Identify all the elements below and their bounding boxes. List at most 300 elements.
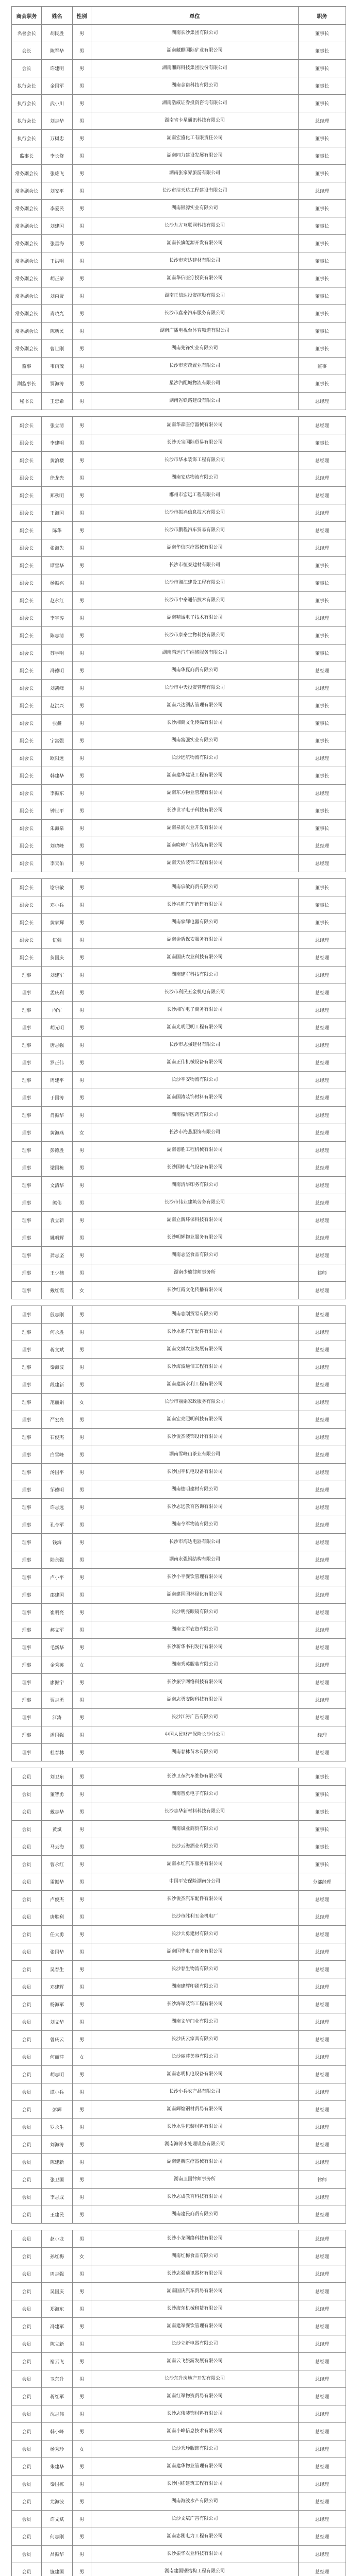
name-cell: 孙红梅 (42, 2248, 73, 2265)
title-cell: 总经理 (299, 967, 346, 984)
table-row (12, 469, 346, 487)
unit-cell: 湖南省铁路建设有限公司 (91, 393, 299, 410)
title-cell: 总经理 (299, 1639, 346, 1656)
title-cell: 总经理 (299, 2476, 346, 2493)
name-cell: 肖振华 (42, 1107, 73, 1124)
gender-cell: 男 (73, 2066, 91, 2083)
role-cell: 理事 (12, 1726, 42, 1744)
table-row (12, 147, 346, 165)
unit-cell: 湖南云飞旅游发展有限公司 (91, 2353, 299, 2370)
unit-cell: 湖南辉煌钢材贸易有限公司 (91, 2101, 299, 2119)
unit-cell: 湖南藏麒国际矿业有限公司 (91, 42, 299, 60)
table-row (12, 2546, 346, 2563)
gender-cell: 男 (73, 967, 91, 984)
title-cell: 董事长 (299, 557, 346, 574)
name-cell: 陈建新 (42, 2154, 73, 2171)
table-row (12, 984, 346, 1002)
title-cell: 总经理 (299, 1159, 346, 1177)
role-cell: 秘书长 (12, 393, 42, 410)
role-cell: 常务副会长 (12, 305, 42, 323)
gender-cell: 男 (73, 1908, 91, 1926)
name-cell: 刘卫东 (42, 1768, 73, 1786)
name-cell: 张雄飞 (42, 165, 73, 182)
role-cell: 会员 (12, 2230, 42, 2248)
title-cell: 董事长 (299, 896, 346, 914)
gender-cell: 男 (73, 1856, 91, 1873)
gender-cell: 男 (73, 1177, 91, 1194)
title-cell: 总经理 (299, 680, 346, 697)
title-cell: 总经理 (299, 1908, 346, 1926)
title-cell: 总经理 (299, 1376, 346, 1394)
table-row (12, 1159, 346, 1177)
title-cell: 董事长 (299, 77, 346, 95)
gender-cell: 男 (73, 1674, 91, 1691)
table-row (12, 393, 346, 410)
title-cell: 总经理 (299, 785, 346, 802)
gender-cell: 男 (73, 217, 91, 235)
name-cell: 胡志明 (42, 2066, 73, 2083)
table-row (12, 1264, 346, 1282)
title-cell: 总经理 (299, 984, 346, 1002)
table-row (12, 165, 346, 182)
gender-cell: 男 (73, 592, 91, 609)
table-row (12, 1037, 346, 1054)
name-cell: 杨海军 (42, 1996, 73, 2013)
title-cell: 总经理 (299, 2458, 346, 2476)
gender-cell: 男 (73, 627, 91, 645)
gender-cell: 男 (73, 1803, 91, 1821)
unit-cell: 湖南建新水利工程有限公司 (91, 1376, 299, 1394)
role-cell: 理事 (12, 1306, 42, 1324)
role-cell: 理事 (12, 1499, 42, 1516)
title-cell: 总经理 (299, 1247, 346, 1264)
name-cell: 刘建国 (42, 217, 73, 235)
table-row (12, 1856, 346, 1873)
table-row (12, 112, 346, 130)
role-cell: 会员 (12, 1856, 42, 1873)
gender-cell: 男 (73, 879, 91, 896)
gender-cell: 男 (73, 2283, 91, 2300)
name-cell: 王洪明 (42, 252, 73, 270)
gender-cell: 女 (73, 1656, 91, 1674)
unit-cell: 湖南志明机电设备有限公司 (91, 2066, 299, 2083)
gender-cell: 男 (73, 2318, 91, 2335)
table-row (12, 340, 346, 358)
unit-cell: 湖南张家界旅游有限公司 (91, 165, 299, 182)
name-cell: 唐志强 (42, 1037, 73, 1054)
name-cell: 吴国庆 (42, 2283, 73, 2300)
name-cell: 李宇涛 (42, 609, 73, 627)
gender-cell: 男 (73, 358, 91, 375)
unit-cell: 湖南雪峰山茶业有限公司 (91, 1446, 299, 1464)
role-cell: 会员 (12, 2066, 42, 2083)
role-cell: 监事 (12, 358, 42, 375)
table-row (12, 732, 346, 750)
gender-cell: 男 (73, 539, 91, 557)
name-cell: 罗永生 (42, 2119, 73, 2136)
name-cell: 唐胜利 (42, 1908, 73, 1926)
gender-cell: 男 (73, 95, 91, 112)
separator-cell (12, 1761, 346, 1768)
table-row (12, 1516, 346, 1534)
gender-cell: 男 (73, 2171, 91, 2189)
role-cell: 会长 (12, 42, 42, 60)
title-cell: 总经理 (299, 1429, 346, 1446)
gender-cell: 男 (73, 375, 91, 393)
unit-cell: 长沙市伟业建筑劳务有限公司 (91, 1194, 299, 1212)
unit-cell: 长沙市胜利五金机电厂 (91, 1908, 299, 1926)
title-cell: 总经理 (299, 2101, 346, 2119)
gender-cell: 男 (73, 2405, 91, 2423)
role-cell: 副会长 (12, 452, 42, 469)
role-cell: 副会长 (12, 592, 42, 609)
gender-cell: 男 (73, 837, 91, 855)
name-cell: 何永胜 (42, 1324, 73, 1341)
table-row (12, 77, 346, 95)
table-row (12, 2528, 346, 2546)
role-cell: 理事 (12, 1212, 42, 1229)
role-cell: 副会长 (12, 697, 42, 715)
role-cell: 理事 (12, 1394, 42, 1411)
unit-cell: 长沙新华书刊发行有限公司 (91, 1639, 299, 1656)
table-row (12, 1142, 346, 1159)
title-cell: 董事长 (299, 767, 346, 785)
table-row (12, 750, 346, 767)
name-cell: 杨振兴 (42, 574, 73, 592)
title-cell: 总经理 (299, 1341, 346, 1359)
table-row (12, 1376, 346, 1394)
name-cell: 白雪峰 (42, 1446, 73, 1464)
role-cell: 会员 (12, 1873, 42, 1891)
role-cell: 理事 (12, 1586, 42, 1604)
unit-cell: 长沙海波通信工程有限公司 (91, 1359, 299, 1376)
role-cell: 副会长 (12, 487, 42, 504)
name-cell: 李志成 (42, 2189, 73, 2206)
table-row (12, 1996, 346, 2013)
role-cell: 常务副会长 (12, 165, 42, 182)
unit-cell: 长沙秀珍服饰有限公司 (91, 2441, 299, 2458)
title-cell: 董事长 (299, 130, 346, 147)
gender-cell: 男 (73, 2189, 91, 2206)
name-cell: 梁国栋 (42, 1159, 73, 1177)
title-cell: 总经理 (299, 1481, 346, 1499)
role-cell: 执行会长 (12, 130, 42, 147)
gender-cell: 男 (73, 1943, 91, 1961)
table-row (12, 697, 346, 715)
table-row (12, 1803, 346, 1821)
unit-cell: 湖南金诺科技有限公司 (91, 77, 299, 95)
unit-cell: 长沙小兵农产品有限公司 (91, 2083, 299, 2101)
gender-cell: 男 (73, 2476, 91, 2493)
role-cell: 会员 (12, 2423, 42, 2441)
unit-cell: 长沙永胜汽车配件有限公司 (91, 1324, 299, 1341)
table-row (12, 1821, 346, 1838)
gender-cell: 男 (73, 645, 91, 662)
role-cell: 理事 (12, 1194, 42, 1212)
name-cell: 邵建国 (42, 1586, 73, 1604)
role-cell: 理事 (12, 1037, 42, 1054)
gender-cell: 男 (73, 1446, 91, 1464)
name-cell: 姚明辉 (42, 1229, 73, 1247)
separator-cell (12, 2224, 346, 2230)
name-cell: 何志刚 (42, 2528, 73, 2546)
table-row (12, 487, 346, 504)
title-cell: 董事长 (299, 1803, 346, 1821)
gender-cell: 男 (73, 452, 91, 469)
gender-cell: 男 (73, 914, 91, 931)
role-cell: 会员 (12, 1926, 42, 1943)
name-cell: 宁富强 (42, 732, 73, 750)
table-row (12, 1551, 346, 1569)
table-row (12, 1604, 346, 1621)
unit-cell: 湖南先锋实业有限公司 (91, 340, 299, 358)
name-cell: 秦海波 (42, 1359, 73, 1376)
unit-cell: 湖南省卡星通讯科技有限公司 (91, 112, 299, 130)
unit-cell: 长沙红霞文化传播有限公司 (91, 1282, 299, 1299)
title-cell: 总经理 (299, 1002, 346, 1019)
table-row (12, 1054, 346, 1072)
table-row (12, 452, 346, 469)
gender-cell: 男 (73, 680, 91, 697)
unit-cell: 湖南小峰信息技术有限公司 (91, 2423, 299, 2441)
name-cell: 赵永红 (42, 592, 73, 609)
table-row (12, 323, 346, 340)
gender-cell: 男 (73, 1726, 91, 1744)
name-cell: 黄斌 (42, 1821, 73, 1838)
title-cell: 总经理 (299, 1019, 346, 1037)
name-cell: 陈新民 (42, 323, 73, 340)
role-cell: 会员 (12, 2206, 42, 2224)
name-cell: 黄海燕 (42, 1124, 73, 1142)
gender-cell: 男 (73, 287, 91, 305)
name-cell: 袁立新 (42, 1212, 73, 1229)
unit-cell: 湖南富强实业有限公司 (91, 732, 299, 750)
table-row (12, 1639, 346, 1656)
title-cell: 总经理 (299, 1586, 346, 1604)
unit-cell: 长沙大勇建材有限公司 (91, 1926, 299, 1943)
role-cell: 理事 (12, 1534, 42, 1551)
separator-cell (12, 410, 346, 417)
table-row (12, 802, 346, 820)
title-cell: 总经理 (299, 1411, 346, 1429)
unit-cell: 长沙市振兴信息技术有限公司 (91, 504, 299, 522)
gender-cell: 男 (73, 1481, 91, 1499)
table-row (12, 25, 346, 42)
unit-cell: 湖南振华医药有限公司 (91, 1107, 299, 1124)
role-cell: 理事 (12, 1124, 42, 1142)
gender-cell: 女 (73, 1282, 91, 1299)
table-row (12, 1481, 346, 1499)
name-cell: 马云海 (42, 1838, 73, 1856)
title-cell: 总经理 (299, 1961, 346, 1978)
table-row (12, 287, 346, 305)
title-cell: 董事长 (299, 42, 346, 60)
role-cell: 理事 (12, 1054, 42, 1072)
role-cell: 常务副会长 (12, 252, 42, 270)
role-cell: 会员 (12, 2189, 42, 2206)
table-row (12, 1744, 346, 1761)
title-cell: 总经理 (299, 1604, 346, 1621)
unit-cell: 长沙海东机械租赁有限公司 (91, 2300, 299, 2318)
role-cell: 会员 (12, 2300, 42, 2318)
role-cell: 副会长 (12, 557, 42, 574)
title-cell: 总经理 (299, 1194, 346, 1212)
gender-cell: 男 (73, 60, 91, 77)
role-cell: 会员 (12, 1821, 42, 1838)
name-cell: 曹世刚 (42, 340, 73, 358)
title-cell: 董事长 (299, 434, 346, 452)
name-cell: 王忠希 (42, 393, 73, 410)
name-cell: 许建明 (42, 60, 73, 77)
gender-cell: 男 (73, 2154, 91, 2171)
gender-cell: 男 (73, 147, 91, 165)
table-row (12, 2119, 346, 2136)
role-cell: 理事 (12, 1142, 42, 1159)
name-cell: 蒋文斌 (42, 1341, 73, 1359)
table-row (12, 1709, 346, 1726)
unit-cell: 湖南春林苗木有限公司 (91, 1744, 299, 1761)
table-row (12, 358, 346, 375)
table-row (12, 375, 346, 393)
role-cell: 理事 (12, 1744, 42, 1761)
table-row (12, 1229, 346, 1247)
name-cell: 王建民 (42, 2206, 73, 2224)
name-cell: 戴志华 (42, 1803, 73, 1821)
role-cell: 会员 (12, 2013, 42, 2031)
gender-cell: 男 (73, 1691, 91, 1709)
unit-cell: 湖南安达物流有限公司 (91, 469, 299, 487)
gender-cell: 女 (73, 1394, 91, 1411)
table-row (12, 1534, 346, 1551)
title-cell: 总经理 (299, 2405, 346, 2423)
name-cell: 胡民胜 (42, 25, 73, 42)
unit-cell: 长沙国平机电设备有限公司 (91, 1464, 299, 1481)
title-cell: 董事长 (299, 270, 346, 287)
role-cell: 常务副会长 (12, 270, 42, 287)
role-cell: 副会长 (12, 931, 42, 949)
unit-cell: 湖南建华建设工程有限公司 (91, 767, 299, 785)
title-cell: 总经理 (299, 855, 346, 872)
gender-cell: 男 (73, 1002, 91, 1019)
gender-cell: 男 (73, 1978, 91, 1996)
table-row (12, 1072, 346, 1089)
gender-cell: 男 (73, 750, 91, 767)
table-row (12, 2318, 346, 2335)
title-cell: 总经理 (299, 1282, 346, 1299)
name-cell: 邓小兵 (42, 896, 73, 914)
title-cell: 总经理 (299, 2283, 346, 2300)
gender-cell: 男 (73, 25, 91, 42)
name-cell: 龚志坚 (42, 1247, 73, 1264)
unit-cell: 湖南红梅食品有限公司 (91, 2248, 299, 2265)
unit-cell: 湖南智勇电子有限公司 (91, 1786, 299, 1803)
group-separator (12, 872, 346, 879)
role-cell: 理事 (12, 1709, 42, 1726)
gender-cell: 男 (73, 2230, 91, 2248)
title-cell: 总经理 (299, 469, 346, 487)
table-row (12, 235, 346, 252)
name-cell: 金国军 (42, 77, 73, 95)
role-cell: 会员 (12, 2119, 42, 2136)
role-cell: 理事 (12, 1072, 42, 1089)
unit-cell: 长沙市中天投资管理有限公司 (91, 680, 299, 697)
table-row (12, 95, 346, 112)
title-cell: 总经理 (299, 2423, 346, 2441)
table-row (12, 1943, 346, 1961)
unit-cell: 湖南斌业商贸有限公司 (91, 1821, 299, 1838)
title-cell: 总经理 (299, 1212, 346, 1229)
title-cell: 总经理 (299, 2206, 346, 2224)
name-cell: 欧阳远 (42, 750, 73, 767)
unit-cell: 长沙市鹏程汽车贸易有限公司 (91, 522, 299, 539)
name-cell: 罗正伟 (42, 1054, 73, 1072)
table-row (12, 837, 346, 855)
name-cell: 蒋红军 (42, 2388, 73, 2405)
role-cell: 副会长 (12, 750, 42, 767)
table-row (12, 1674, 346, 1691)
name-cell: 施建国 (42, 2563, 73, 2576)
role-cell: 理事 (12, 1639, 42, 1656)
title-cell: 董事长 (299, 1856, 346, 1873)
title-cell: 总经理 (299, 2083, 346, 2101)
group-separator (12, 1299, 346, 1306)
name-cell: 谭雪华 (42, 557, 73, 574)
unit-cell: 湖南鸿运汽车维修服务有限公司 (91, 645, 299, 662)
table-row (12, 785, 346, 802)
name-cell: 李天佑 (42, 855, 73, 872)
table-row (12, 1124, 346, 1142)
role-cell: 理事 (12, 1516, 42, 1534)
role-cell: 会员 (12, 2476, 42, 2493)
unit-cell: 湖南国庆汽车贸易有限公司 (91, 2283, 299, 2300)
unit-cell: 长沙明辉物业服务有限公司 (91, 1229, 299, 1247)
title-cell: 总经理 (299, 1054, 346, 1072)
role-cell: 会员 (12, 2370, 42, 2388)
table-row (12, 252, 346, 270)
unit-cell: 湖南长沙集团有限公司 (91, 25, 299, 42)
role-cell: 会员 (12, 2458, 42, 2476)
name-cell: 严宏亮 (42, 1411, 73, 1429)
role-cell: 副会长 (12, 417, 42, 434)
member-list-sheet (11, 6, 346, 2576)
role-cell: 理事 (12, 984, 42, 1002)
table-row (12, 522, 346, 539)
table-row (12, 539, 346, 557)
table-row (12, 2171, 346, 2189)
name-cell: 韩小峰 (42, 2423, 73, 2441)
unit-cell: 湖南银源实业有限公司 (91, 200, 299, 217)
unit-cell: 湖南宗敏商贸有限公司 (91, 879, 299, 896)
title-cell: 总经理 (299, 393, 346, 410)
gender-cell: 男 (73, 767, 91, 785)
title-cell: 总经理 (299, 504, 346, 522)
gender-cell: 男 (73, 1324, 91, 1341)
gender-cell: 男 (73, 2083, 91, 2101)
unit-cell: 长沙庆云家具有限公司 (91, 2031, 299, 2048)
role-cell: 副会长 (12, 434, 42, 452)
gender-cell: 男 (73, 820, 91, 837)
gender-cell: 男 (73, 112, 91, 130)
title-cell: 总经理 (299, 2546, 346, 2563)
table-row (12, 967, 346, 984)
table-row (12, 896, 346, 914)
name-cell: 范丽娟 (42, 1394, 73, 1411)
table-row (12, 879, 346, 896)
name-cell: 雷振华 (42, 1873, 73, 1891)
name-cell: 任大勇 (42, 1926, 73, 1943)
member-table (11, 6, 346, 2576)
gender-cell: 男 (73, 715, 91, 732)
